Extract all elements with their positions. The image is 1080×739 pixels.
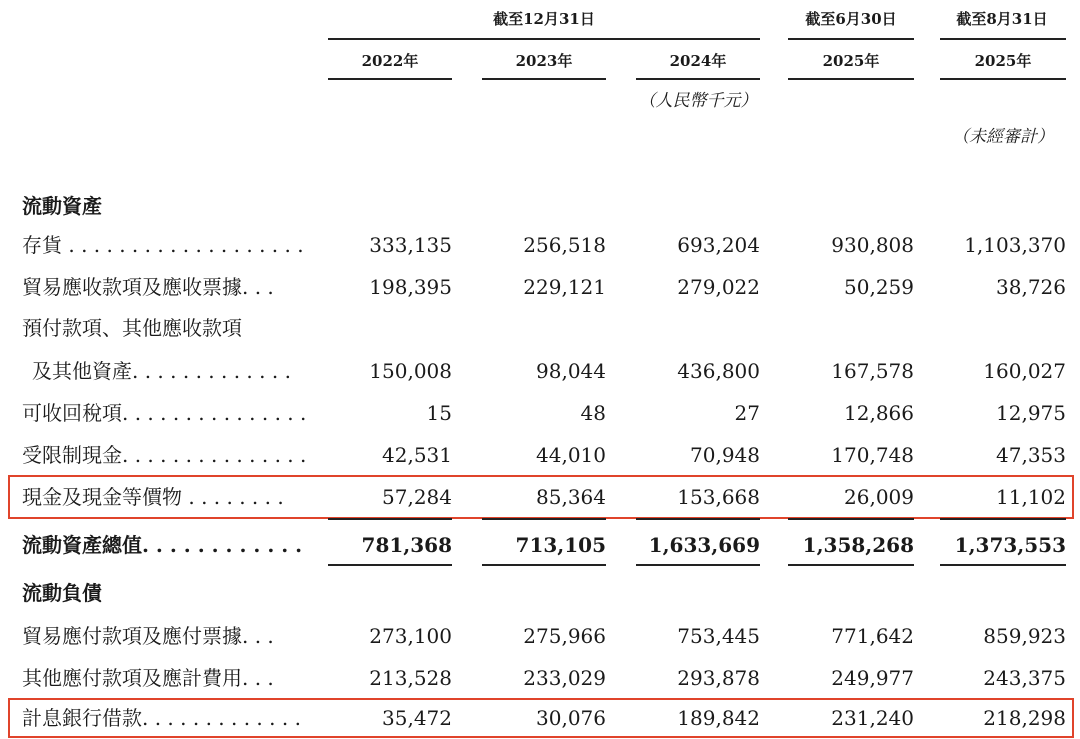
group-header-dec31: 截至12月31日 [493,10,595,28]
group-underline-jun30 [788,38,914,40]
cell-value: 15 [426,401,452,425]
cell-value: 1,358,268 [802,533,914,557]
year-header-2025-jun: 2025年 [822,52,880,70]
row-label: 預付款項、其他應收款項 [22,316,242,340]
cell-value: 167,578 [831,359,914,383]
cell-value: 275,966 [523,624,606,648]
cell-value: 11,102 [996,485,1066,509]
row-label: 現金及現金等價物 . . . . . . . . [22,485,284,509]
cell-value: 160,027 [983,359,1066,383]
subtotal-rule [328,518,452,520]
group-underline-aug31 [940,38,1066,40]
table-row [0,398,1080,428]
row-label: 計息銀行借款. . . . . . . . . . . . . [22,706,301,730]
cell-value: 243,375 [983,666,1066,690]
cell-value: 1,103,370 [964,233,1066,257]
year-header-2025-aug: 2025年 [974,52,1032,70]
cell-value: 231,240 [831,706,914,730]
table-row [0,230,1080,260]
cell-value: 256,518 [523,233,606,257]
group-underline-dec31 [328,38,760,40]
cell-value: 436,800 [677,359,760,383]
cell-value: 85,364 [536,485,606,509]
year-underline-2022 [328,78,452,80]
cell-value: 771,642 [831,624,914,648]
cell-value: 233,029 [523,666,606,690]
unit-note: （人民幣千元） [638,91,758,111]
total-rule [788,564,914,566]
cell-value: 48 [580,401,606,425]
cell-value: 189,842 [677,706,760,730]
total-rule [482,564,606,566]
cell-value: 70,948 [690,443,760,467]
row-label-continued: 及其他資產. . . . . . . . . . . . . [32,359,291,383]
table-row [0,440,1080,470]
cell-value: 293,878 [677,666,760,690]
section-current-liabilities: 流動負債 [22,581,102,605]
cell-value: 249,977 [831,666,914,690]
table-row [0,482,1080,512]
total-rule [940,564,1066,566]
cell-value: 693,204 [677,233,760,257]
year-header-2022: 2022年 [361,52,419,70]
subtotal-rule [788,518,914,520]
cell-value: 198,395 [369,275,452,299]
row-label: 存貨 . . . . . . . . . . . . . . . . . . . [22,233,304,257]
total-rule [328,564,452,566]
cell-value: 30,076 [536,706,606,730]
subtotal-rule [940,518,1066,520]
year-header-2023: 2023年 [515,52,573,70]
cell-value: 333,135 [369,233,452,257]
year-underline-2023 [482,78,606,80]
cell-value: 170,748 [831,443,914,467]
group-header-aug31: 截至8月31日 [956,10,1048,28]
row-label: 受限制現金. . . . . . . . . . . . . . . [22,443,307,467]
year-underline-2025-jun [788,78,914,80]
table-row [0,663,1080,693]
cell-value: 57,284 [382,485,452,509]
cell-value: 713,105 [515,533,606,557]
cell-value: 753,445 [677,624,760,648]
year-underline-2024 [636,78,760,80]
unaudited-note: （未經審計） [952,127,1054,147]
row-label: 可收回稅項. . . . . . . . . . . . . . . [22,401,307,425]
table-row-total [0,530,1080,560]
cell-value: 229,121 [523,275,606,299]
cell-value: 35,472 [382,706,452,730]
cell-value: 218,298 [983,706,1066,730]
total-rule [636,564,760,566]
cell-value: 42,531 [382,443,452,467]
cell-value: 47,353 [996,443,1066,467]
cell-value: 12,866 [844,401,914,425]
cell-value: 781,368 [361,533,452,557]
cell-value: 1,633,669 [648,533,760,557]
cell-value: 12,975 [996,401,1066,425]
cell-value: 279,022 [677,275,760,299]
cell-value: 213,528 [369,666,452,690]
subtotal-rule [482,518,606,520]
cell-value: 38,726 [996,275,1066,299]
cell-value: 859,923 [983,624,1066,648]
table-row [0,703,1080,733]
cell-value: 273,100 [369,624,452,648]
cell-value: 98,044 [536,359,606,383]
table-row-label-line1 [0,313,1080,343]
year-header-2024: 2024年 [669,52,727,70]
group-header-jun30: 截至6月30日 [805,10,897,28]
row-label: 貿易應付款項及應付票據. . . [22,624,274,648]
row-label: 流動資產總值. . . . . . . . . . . . [22,533,303,557]
row-label: 其他應付款項及應計費用. . . [22,666,274,690]
table-row [0,356,1080,386]
table-row [0,272,1080,302]
cell-value: 27 [734,401,760,425]
cell-value: 1,373,553 [954,533,1066,557]
cell-value: 153,668 [677,485,760,509]
cell-value: 26,009 [844,485,914,509]
cell-value: 150,008 [369,359,452,383]
table-row [0,621,1080,651]
row-label: 貿易應收款項及應收票據. . . [22,275,274,299]
cell-value: 44,010 [536,443,606,467]
section-current-assets: 流動資產 [22,194,102,218]
year-underline-2025-aug [940,78,1066,80]
cell-value: 930,808 [831,233,914,257]
subtotal-rule [636,518,760,520]
cell-value: 50,259 [844,275,914,299]
